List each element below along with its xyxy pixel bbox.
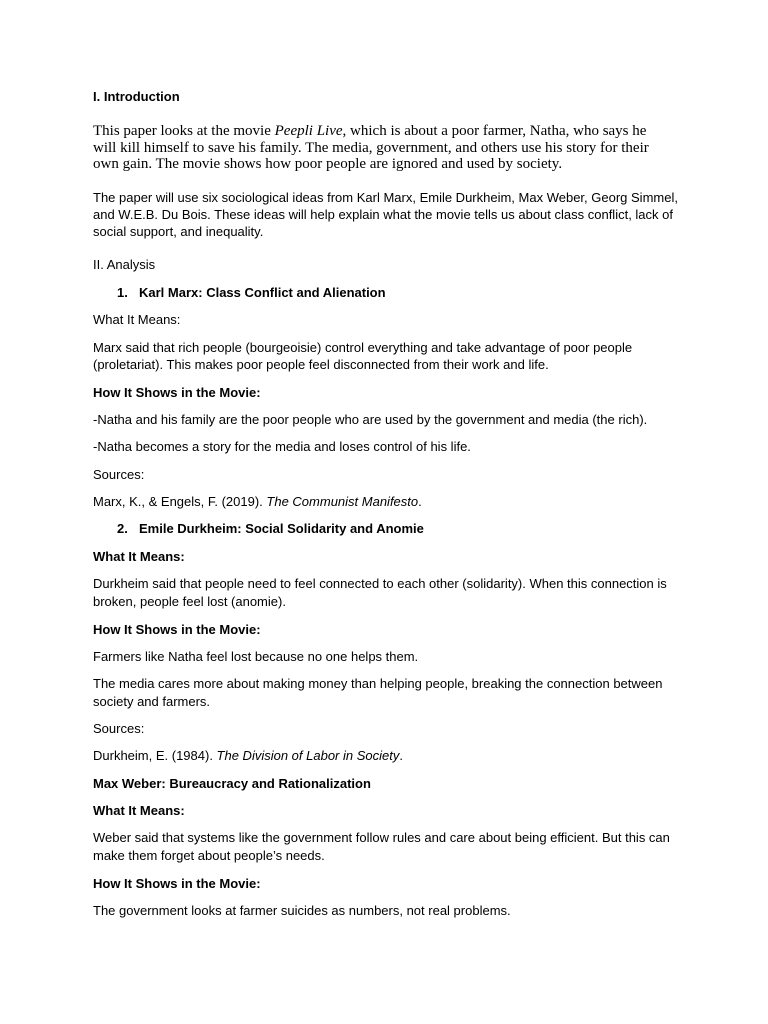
intro-paragraph-2-line-1: The paper will use six sociological ideas from Karl Marx, Emile Durkheim, Max Weber, Georg Simmel, [93, 190, 678, 205]
marx-shows-label: How It Shows in the Movie: [93, 385, 261, 400]
marx-means-line-1: Marx said that rich people (bourgeoisie) control everything and take advantage of poor people [93, 340, 633, 355]
weber-means-line-1: Weber said that systems like the government follow rules and care about being efficient. But this can [93, 830, 670, 845]
marx-source-citation: Marx, K., & Engels, F. (2019). The Communist Manifesto. [93, 494, 422, 509]
intro-paragraph-2-line-2: and W.E.B. Du Bois. These ideas will help explain what the movie tells us about class conflict, lack of [93, 207, 673, 222]
weber-shows-label: How It Shows in the Movie: [93, 876, 261, 891]
marx-sources-label: Sources: [93, 467, 145, 482]
durkheim-shows-item-2-line-2: society and farmers. [93, 694, 211, 709]
intro-paragraph-line-1: This paper looks at the movie Peepli Live, which is about a poor farmer, Natha, who says he [93, 123, 647, 139]
durkheim-source-citation: Durkheim, E. (1984). The Division of Labor in Society. [93, 748, 403, 763]
durkheim-means-line-1: Durkheim said that people need to feel connected to each other (solidarity). When this connection is [93, 576, 667, 591]
weber-means-label: What It Means: [93, 803, 185, 818]
intro-heading: I. Introduction [93, 89, 180, 104]
durkheim-means-label: What It Means: [93, 549, 185, 564]
weber-section-title: Max Weber: Bureaucracy and Rationalization [93, 776, 371, 791]
intro-paragraph-line-3: own gain. The movie shows how poor people are ignored and used by society. [93, 156, 563, 172]
durkheim-section-title: Emile Durkheim: Social Solidarity and Anomie [139, 521, 424, 536]
marx-shows-item-2: -Natha becomes a story for the media and loses control of his life. [93, 439, 471, 454]
marx-means-line-2: (proletariat). This makes poor people feel disconnected from their work and life. [93, 357, 549, 372]
durkheim-shows-item-1: Farmers like Natha feel lost because no one helps them. [93, 649, 419, 664]
intro-paragraph-2-line-3: social support, and inequality. [93, 224, 264, 239]
durkheim-sources-label: Sources: [93, 721, 145, 736]
analysis-heading: II. Analysis [93, 257, 156, 272]
marx-means-label: What It Means: [93, 312, 181, 327]
marx-section-number: 1. [117, 285, 128, 300]
durkheim-means-line-2: broken, people feel lost (anomie). [93, 594, 286, 609]
weber-shows-item-1: The government looks at farmer suicides as numbers, not real problems. [93, 903, 511, 918]
durkheim-source-title: The Division of Labor in Society [216, 748, 400, 763]
durkheim-shows-label: How It Shows in the Movie: [93, 622, 261, 637]
durkheim-section-number: 2. [117, 521, 128, 536]
durkheim-shows-item-2-line-1: The media cares more about making money than helping people, breaking the connection between [93, 676, 663, 691]
weber-means-line-2: make them forget about people’s needs. [93, 848, 325, 863]
intro-paragraph-line-2: will kill himself to save his family. The media, government, and others use his story for their [93, 140, 649, 156]
marx-section-title: Karl Marx: Class Conflict and Alienation [139, 285, 386, 300]
movie-title: Peepli Live [274, 123, 343, 139]
marx-shows-item-1: -Natha and his family are the poor people who are used by the government and media (the rich). [93, 412, 648, 427]
marx-source-title: The Communist Manifesto [266, 494, 419, 509]
